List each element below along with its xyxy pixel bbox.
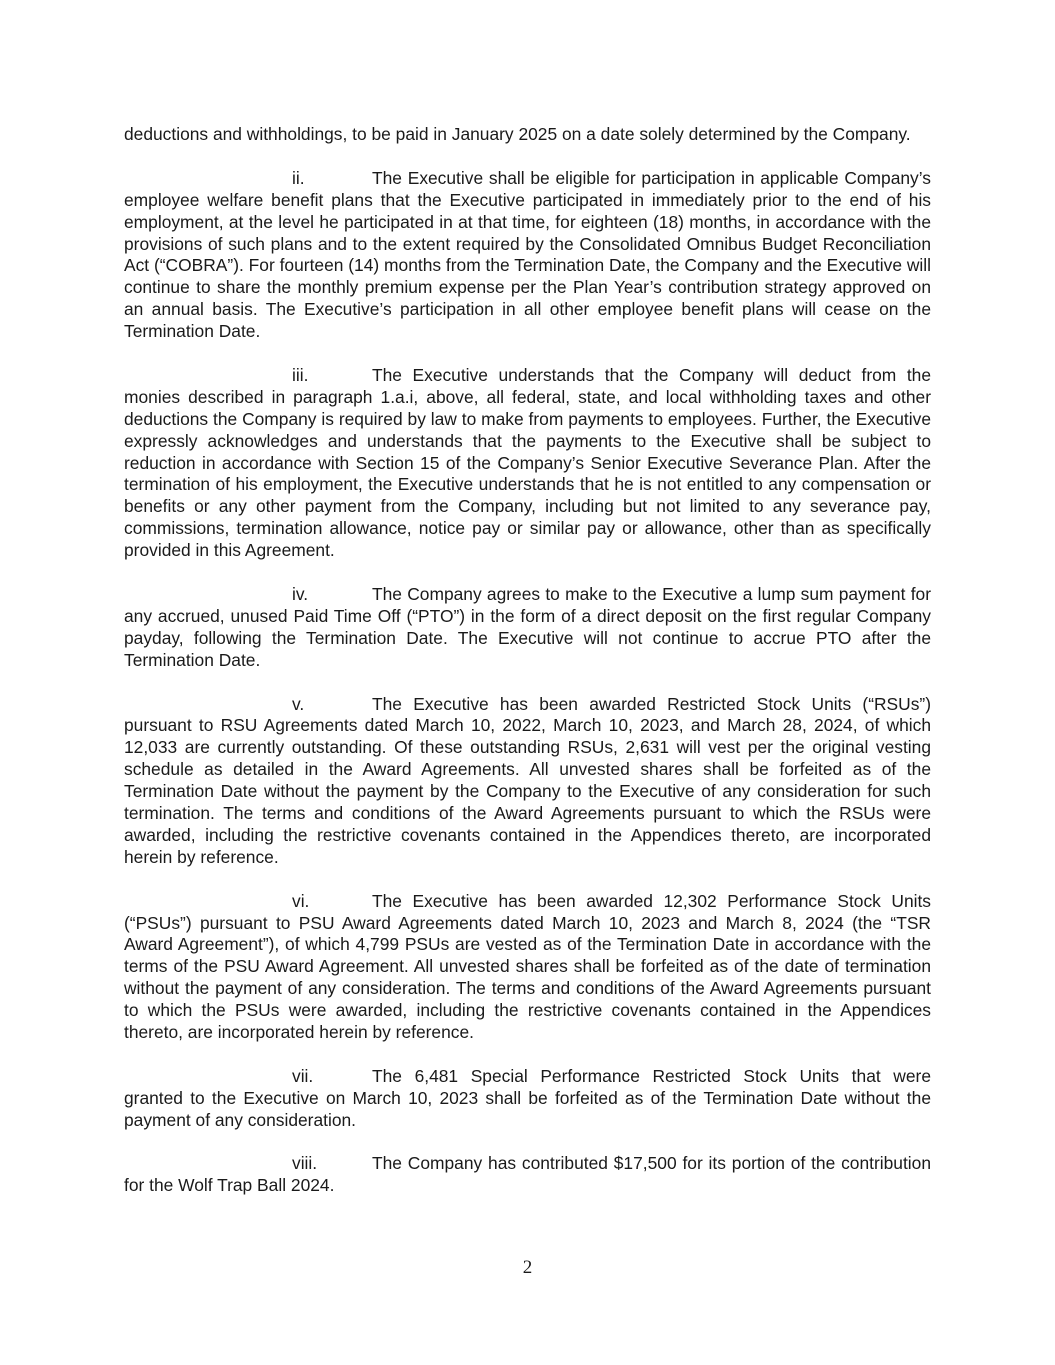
intro-paragraph: deductions and withholdings, to be paid in January 2025 on a date solely determined by the Company. <box>124 124 911 144</box>
item-numeral-wrap <box>124 584 372 606</box>
item-numeral-wrap <box>124 168 372 190</box>
list-item <box>124 891 931 1044</box>
item-numeral-wrap <box>124 694 372 716</box>
list-item <box>124 694 931 869</box>
item-numeral-wrap <box>124 891 372 913</box>
item-numeral-wrap <box>124 1153 372 1175</box>
item-numeral: vii. <box>292 1065 314 1086</box>
list-item <box>124 584 931 672</box>
list-item <box>124 168 931 343</box>
item-text: The Company has contributed $17,500 for its portion of the contribution for the Wolf Trap Ball 2024. <box>124 1153 931 1196</box>
list-item <box>124 1066 931 1132</box>
item-numeral: viii. <box>292 1153 318 1174</box>
item-text: The Executive has been awarded 12,302 Performance Stock Units (“PSUs”) pursuant to PSU Award Agreements dated March 10, 2023 and March 8, 2024 (the “TSR Award Agreement”), of which 4,799 PSUs are vested as of the Termination Date in accordance with the terms of the PSU Award Agreement. All unvested shares shall be forfeited as of the date of termination without the payment of any consideration. The terms and conditions of the Award Agreements pursuant to which the PSUs were awarded, including the restrictive covenants contained in the Appendices thereto, are incorporated herein by reference. <box>124 890 931 1043</box>
item-numeral: vi. <box>292 890 310 911</box>
list-item <box>124 1153 931 1197</box>
item-numeral-wrap <box>124 1066 372 1088</box>
item-text: The Executive shall be eligible for participation in applicable Company’s employee welfare benefit plans that the Executive participated in immediately prior to the end of his employment, at the level he participated in at that time, for eighteen (18) months, in accordance with the provisions of such plans and to the extent required by the Consolidated Omnibus Budget Reconciliation Act (“COBRA”). For fourteen (14) months from the Termination Date, the Company and the Executive will continue to share the monthly premium expense per the Plan Year’s contribution strategy approved on an annual basis. The Executive’s participation in all other employee benefit plans will cease on the Termination Date. <box>124 167 931 342</box>
item-numeral: v. <box>292 693 305 714</box>
item-numeral: iii. <box>292 364 309 385</box>
document-body <box>124 124 931 1219</box>
item-numeral: ii. <box>292 167 305 188</box>
item-text: The Executive has been awarded Restricted Stock Units (“RSUs”) pursuant to RSU Agreements dated March 10, 2022, March 10, 2023, and March 28, 2024, of which 12,033 are currently outstanding. Of these outstanding RSUs, 2,631 will vest per the original vesting schedule as detailed in the Award Agreements. All unvested shares shall be forfeited as of the Termination Date without the payment by the Company to the Executive of any consideration for such termination. The terms and conditions of the Award Agreements pursuant to which the RSUs were awarded, including the restrictive covenants contained in the Appendices thereto, are incorporated herein by reference. <box>124 693 931 867</box>
page-number: 2 <box>522 1257 533 1278</box>
item-text: The Executive understands that the Company will deduct from the monies described in paragraph 1.a.i, above, all federal, state, and local withholding taxes and other deductions the Company is required by law to make from payments to employees. Further, the Executive expressly acknowledges and understands that the payments to the Executive shall be subject to reduction in accordance with Section 15 of the Company’s Senior Executive Severance Plan. After the termination of his employment, the Executive understands that he is not entitled to any compensation or benefits or any other payment from the Company, including but not limited to any severance pay, commissions, termination allowance, notice pay or similar pay or allowance, other than as specifically provided in this Agreement. <box>124 364 931 561</box>
item-numeral-wrap <box>124 365 372 387</box>
item-text: The 6,481 Special Performance Restricted Stock Units that were granted to the Executive on March 10, 2023 shall be forfeited as of the Termination Date without the payment of any consideration. <box>124 1065 931 1130</box>
item-text: The Company agrees to make to the Executive a lump sum payment for any accrued, unused Paid Time Off (“PTO”) in the form of a direct deposit on the first regular Company payday, following the Termination Date. The Executive will not continue to accrue PTO after the Termination Date. <box>124 583 931 670</box>
list-item <box>124 365 931 562</box>
item-numeral: iv. <box>292 583 309 604</box>
